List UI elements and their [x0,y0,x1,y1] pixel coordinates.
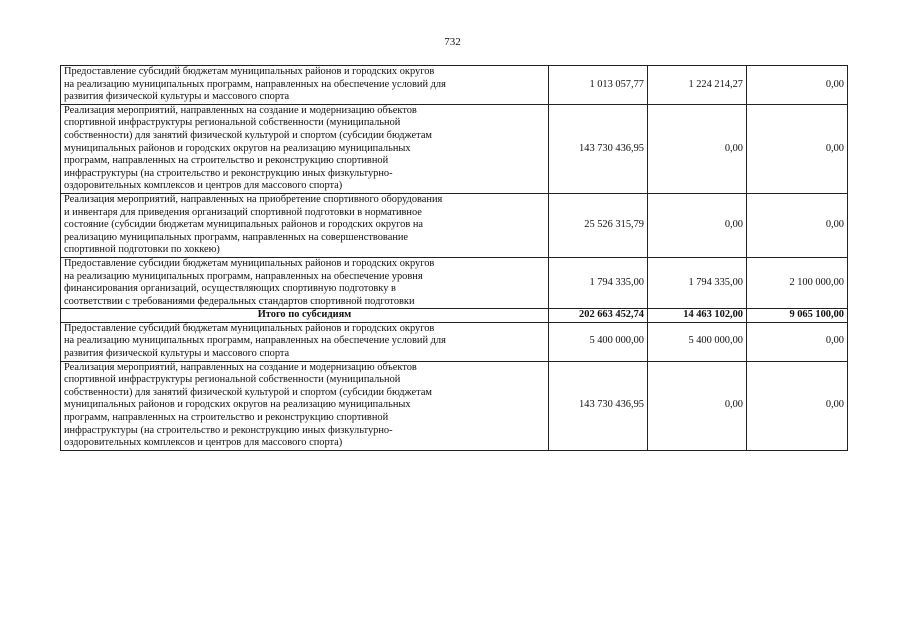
amount-year-3: 0,00 [747,104,848,193]
amount-year-1: 25 526 315,79 [549,193,648,257]
description-line: спортивной инфраструктуры региональной собственности (муниципальной [64,374,401,386]
description-line: соответствии с требованиями федеральных стандартов спортивной подготовки [64,295,415,307]
row-description [61,193,549,257]
description-line: собственности) для занятий физической культурой и спортом (субсидии бюджетам [64,129,433,141]
description-line: на реализацию муниципальных программ, направленных на обеспечение условий для [64,78,446,90]
description-line: состояние (субсидии бюджетам муниципальных районов и городских округов на [64,219,424,231]
amount-year-2: 0,00 [648,104,747,193]
page-number: 732 [444,36,461,48]
description-line: развития физической культуры и массового спорта [64,91,290,103]
description-line: программ, направленных на строительство и реконструкцию спортивной [64,155,389,167]
row-description [61,309,549,323]
description-line: Предоставление субсидий бюджетам муниципальных районов и городских округов [64,322,435,334]
amount-year-2: 0,00 [648,193,747,257]
description-line: развития физической культуры и массового спорта [64,348,290,360]
table-row [61,193,848,257]
budget-table-body [61,66,848,451]
amount-year-1: 143 730 436,95 [549,104,648,193]
table-row [61,104,848,193]
row-description [61,257,549,308]
description-line: муниципальных районов и городских округов на реализацию муниципальных [64,142,411,154]
amount-year-3: 9 065 100,00 [747,309,848,323]
description-line: программ, направленных на строительство и реконструкцию спортивной [64,412,389,424]
amount-year-2: 14 463 102,00 [648,309,747,323]
row-description [61,66,549,105]
amount-year-2: 1 794 335,00 [648,257,747,308]
row-description [61,361,549,450]
description-line: Предоставление субсидий бюджетам муниципальных районов и городских округов [64,66,435,77]
description-line: и инвентаря для приведения организаций спортивной подготовки в нормативное [64,206,422,218]
description-line: Реализация мероприятий, направленных на создание и модернизацию объектов [64,104,417,116]
amount-year-1: 1 013 057,77 [549,66,648,105]
description-line: Итого по субсидиям [257,309,352,321]
amount-year-1: 202 663 452,74 [549,309,648,323]
budget-table [60,65,848,451]
amount-year-1: 1 794 335,00 [549,257,648,308]
amount-year-3: 0,00 [747,66,848,105]
description-line: Предоставление субсидии бюджетам муниципальных районов и городских округов [64,257,435,269]
description-line: оздоровительных комплексов и центров для массового спорта) [64,180,343,192]
description-line: спортивной подготовки по хоккею) [64,244,220,256]
description-line: спортивной инфраструктуры региональной собственности (муниципальной [64,117,401,129]
amount-year-3: 0,00 [747,322,848,361]
description-line: инфраструктуры (на строительство и реконструкцию иных физкультурно- [64,424,393,436]
table-row [61,361,848,450]
description-line: на реализацию муниципальных программ, направленных на обеспечение условий для [64,335,446,347]
description-line: муниципальных районов и городских округов на реализацию муниципальных [64,399,411,411]
table-row [61,66,848,105]
amount-year-3: 0,00 [747,361,848,450]
amount-year-1: 143 730 436,95 [549,361,648,450]
description-line: собственности) для занятий физической культурой и спортом (субсидии бюджетам [64,386,433,398]
description-line: финансирования организаций, осуществляющих спортивную подготовку в [64,283,396,295]
description-line: Реализация мероприятий, направленных на создание и модернизацию объектов [64,361,417,373]
total-row [61,309,848,323]
amount-year-3: 2 100 000,00 [747,257,848,308]
amount-year-2: 1 224 214,27 [648,66,747,105]
description-line: Реализация мероприятий, направленных на приобретение спортивного оборудования [64,193,443,205]
description-line: на реализацию муниципальных программ, направленных на обеспечение уровня [64,270,423,282]
amount-year-2: 5 400 000,00 [648,322,747,361]
amount-year-1: 5 400 000,00 [549,322,648,361]
row-description [61,322,549,361]
description-line: инфраструктуры (на строительство и реконструкцию иных физкультурно- [64,167,393,179]
table-row [61,257,848,308]
amount-year-3: 0,00 [747,193,848,257]
description-line: оздоровительных комплексов и центров для массового спорта) [64,437,343,449]
amount-year-2: 0,00 [648,361,747,450]
description-line: реализацию муниципальных программ, направленных на совершенствование [64,231,409,243]
row-description [61,104,549,193]
table-row [61,322,848,361]
